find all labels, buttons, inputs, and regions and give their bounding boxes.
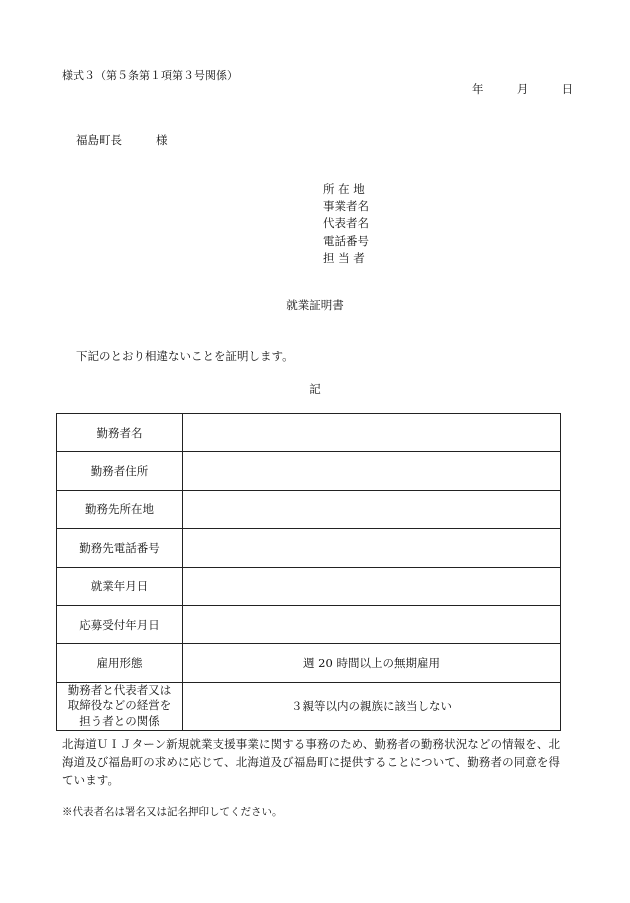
date-month-label: 月 bbox=[516, 82, 529, 96]
row-label: 勤務先電話番号 bbox=[57, 529, 183, 567]
date-line bbox=[472, 81, 573, 97]
row-label: 雇用形態 bbox=[57, 644, 183, 682]
row-value-input[interactable] bbox=[183, 452, 561, 490]
table-row bbox=[57, 452, 561, 490]
table-row bbox=[57, 644, 561, 682]
row-label: 勤務者名 bbox=[57, 414, 183, 452]
row-label: 勤務者住所 bbox=[57, 452, 183, 490]
field-business-name-label: 事業者名 bbox=[323, 199, 369, 214]
row-value: 週 20 時間以上の無期雇用 bbox=[183, 644, 561, 682]
date-year-label: 年 bbox=[472, 82, 484, 96]
consent-text: 北海道ＵＩＪターン新規就業支援事業に関する事務のため、勤務者の勤務状況などの情報を、北海道及び福島町の求めに応じて、北海道及び福島町に提供することについて、勤務者の同意を得ています。 bbox=[62, 737, 561, 787]
row-label-line: 担う者との関係 bbox=[79, 713, 160, 728]
field-phone-label: 電話番号 bbox=[323, 233, 369, 248]
field-contact-person-label: 担 当 者 bbox=[323, 250, 365, 265]
row-label-relationship bbox=[57, 682, 183, 730]
recipient-honorific: 様 bbox=[156, 133, 168, 147]
intro-text: 下記のとおり相違ないことを証明します。 bbox=[76, 349, 294, 363]
row-label-line: 取締役などの経営を bbox=[67, 698, 172, 713]
row-value-input[interactable] bbox=[183, 414, 561, 452]
recipient bbox=[76, 132, 168, 148]
table-row bbox=[57, 529, 561, 567]
row-value-input[interactable] bbox=[183, 529, 561, 567]
recipient-name: 福島町長 bbox=[76, 133, 122, 147]
field-address-label: 所 在 地 bbox=[323, 182, 365, 196]
date-day-label: 日 bbox=[561, 82, 574, 96]
certification-table bbox=[56, 413, 561, 731]
table-row bbox=[57, 605, 561, 643]
row-label-line: 勤務者と代表者又は bbox=[67, 682, 172, 697]
row-value: ３親等以内の親族に該当しない bbox=[183, 682, 561, 730]
field-representative-label: 代表者名 bbox=[323, 216, 369, 231]
table-row bbox=[57, 567, 561, 605]
footnote: ※代表者名は署名又は記名押印してください。 bbox=[62, 806, 283, 818]
row-label: 応募受付年月日 bbox=[57, 605, 183, 643]
row-value-input[interactable] bbox=[183, 605, 561, 643]
table-row bbox=[57, 414, 561, 452]
row-label: 就業年月日 bbox=[57, 567, 183, 605]
ki-heading: 記 bbox=[309, 382, 321, 396]
table-row bbox=[57, 490, 561, 528]
row-value-input[interactable] bbox=[183, 567, 561, 605]
row-value-input[interactable] bbox=[183, 490, 561, 528]
table-row bbox=[57, 682, 561, 730]
document-title: 就業証明書 bbox=[286, 298, 344, 312]
applicant-fields bbox=[323, 181, 369, 267]
form-number: 様式３（第５条第１項第３号関係） bbox=[62, 69, 238, 82]
row-label: 勤務先所在地 bbox=[57, 490, 183, 528]
